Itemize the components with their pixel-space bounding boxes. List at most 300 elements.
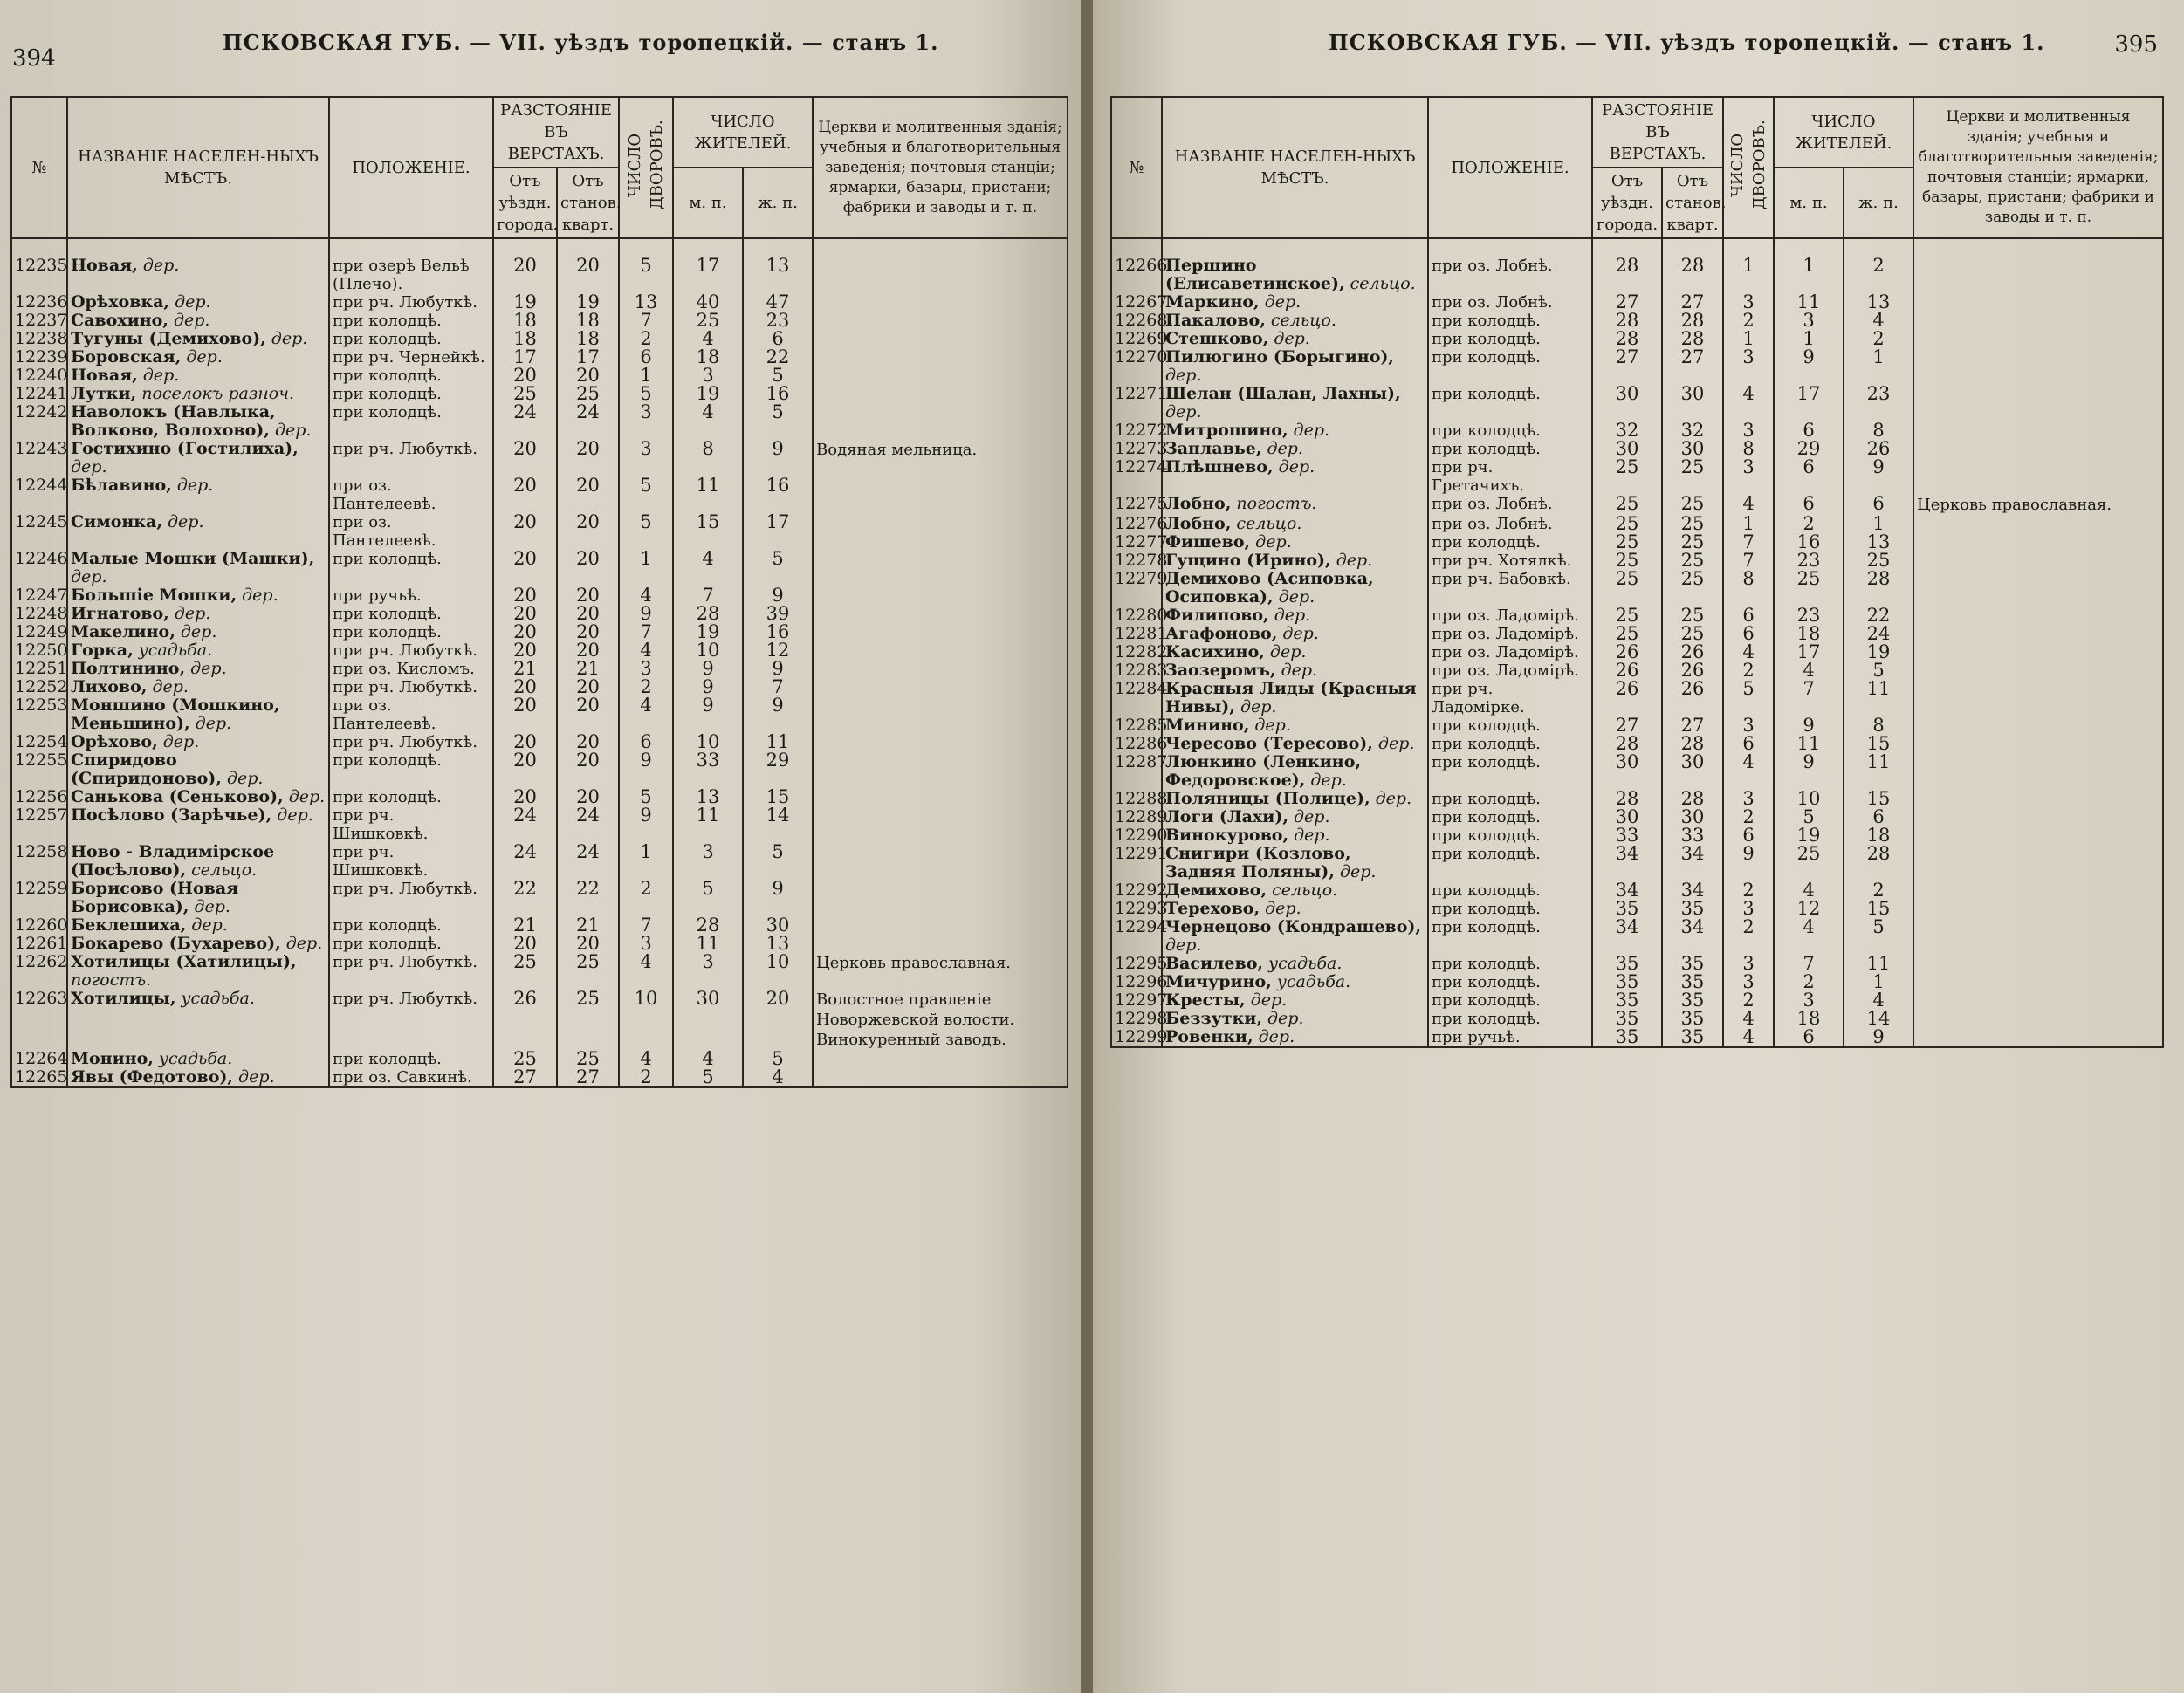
entry-number: 12279: [1111, 570, 1162, 607]
header-number: [11, 97, 67, 238]
remarks: [1913, 973, 2163, 991]
location: при колодцѣ.: [329, 623, 493, 641]
entry-number: 12278: [1111, 552, 1162, 570]
female-count: 2: [1844, 881, 1913, 900]
place-name-text: Беклешиха,: [71, 915, 187, 935]
entry-number: 12298: [1111, 1010, 1162, 1028]
distance-stan: 25: [1662, 607, 1723, 625]
distance-stan: 20: [557, 696, 619, 733]
entry-number: 12283: [1111, 661, 1162, 680]
place-name-text: Василево,: [1165, 954, 1264, 973]
settlement-type: дер.: [195, 714, 232, 733]
place-name: [1162, 440, 1428, 458]
distance-stan: 24: [557, 403, 619, 440]
female-count: 17: [743, 513, 813, 550]
female-count: 22: [1844, 607, 1913, 625]
remarks: [1913, 881, 2163, 900]
distance-town: 35: [1592, 991, 1662, 1010]
place-name: [67, 696, 329, 733]
distance-stan: 25: [557, 990, 619, 1050]
settlement-type: дер.: [238, 1067, 275, 1086]
remarks: [813, 623, 1068, 641]
distance-stan: 24: [557, 843, 619, 880]
distance-stan: 28: [1662, 790, 1723, 808]
settlement-type: дер.: [142, 256, 180, 275]
location: при рч. Любуткѣ.: [329, 293, 493, 312]
distance-stan: 26: [1662, 680, 1723, 716]
place-name-text: Митрошино,: [1165, 421, 1288, 440]
table-row: [11, 733, 1068, 751]
female-count: 5: [1844, 918, 1913, 955]
distance-town: 35: [1592, 900, 1662, 918]
female-count: 25: [1844, 552, 1913, 570]
households-count: 1: [1723, 257, 1774, 293]
female-count: 4: [1844, 991, 1913, 1010]
right-page: [1093, 0, 2184, 1693]
male-count: 7: [673, 586, 743, 605]
remarks: Волостное правленіе Новоржевской волости. Винокуренный заводъ.: [813, 990, 1068, 1050]
distance-stan: 28: [1662, 257, 1723, 293]
settlement-type: дер.: [1294, 826, 1330, 845]
location: при колодцѣ.: [1428, 1010, 1592, 1028]
settlement-type: дер.: [174, 604, 211, 623]
distance-stan: 20: [557, 550, 619, 586]
households-count: 3: [1723, 293, 1774, 312]
distance-stan: 25: [557, 953, 619, 990]
settlement-type: дер.: [1336, 551, 1373, 570]
female-count: 13: [1844, 533, 1913, 552]
table-row: [11, 513, 1068, 550]
place-name-text: Пилюгино (Борыгино),: [1165, 347, 1394, 367]
distance-town: 34: [1592, 845, 1662, 881]
remarks: [1913, 552, 2163, 570]
entry-number: 12275: [1111, 495, 1162, 515]
female-count: 13: [743, 935, 813, 953]
place-name: [1162, 515, 1428, 533]
place-name-text: Мичурино,: [1165, 972, 1272, 991]
spacer-cell: [1723, 238, 1774, 257]
distance-stan: 18: [557, 330, 619, 348]
location: при ручьѣ.: [329, 586, 493, 605]
place-name: [67, 660, 329, 678]
place-name: [1162, 348, 1428, 385]
households-count: 1: [619, 367, 673, 385]
page-number: 394: [12, 45, 56, 72]
distance-stan: 25: [1662, 533, 1723, 552]
location: при колодцѣ.: [1428, 790, 1592, 808]
entry-number: 12267: [1111, 293, 1162, 312]
distance-town: 17: [493, 348, 557, 367]
table-row: [1111, 330, 2163, 348]
households-count: 8: [1723, 570, 1774, 607]
left-page: [0, 0, 1081, 1693]
table-row: [1111, 570, 2163, 607]
settlement-type: дер.: [1294, 807, 1330, 826]
table-row: [1111, 845, 2163, 881]
male-count: 2: [1774, 515, 1844, 533]
place-name: [1162, 918, 1428, 955]
table-row: [11, 806, 1068, 843]
households-count: 3: [619, 403, 673, 440]
entry-number: 12299: [1111, 1028, 1162, 1047]
male-count: 29: [1774, 440, 1844, 458]
register-table: [1110, 96, 2164, 1048]
settlement-type: дер.: [173, 311, 210, 330]
households-count: 5: [619, 257, 673, 293]
header-position-text: ПОЛОЖЕНІЕ.: [352, 158, 470, 177]
place-name-text: Хотилицы,: [71, 989, 176, 1008]
female-count: 19: [1844, 643, 1913, 661]
spacer-cell: [67, 238, 329, 257]
distance-town: 25: [493, 385, 557, 403]
distance-town: 20: [493, 788, 557, 806]
distance-town: 26: [1592, 661, 1662, 680]
place-name-text: Шелан (Шалан, Лахны),: [1165, 384, 1401, 403]
distance-town: 20: [493, 440, 557, 476]
settlement-type: погостъ.: [1236, 494, 1317, 513]
settlement-type: дер.: [162, 732, 200, 751]
distance-stan: 25: [1662, 625, 1723, 643]
place-name: [1162, 330, 1428, 348]
place-name: [67, 403, 329, 440]
spacer-row: [11, 238, 1068, 257]
distance-stan: 21: [557, 660, 619, 678]
entry-number: 12243: [11, 440, 67, 476]
households-count: 3: [1723, 716, 1774, 735]
female-count: 24: [1844, 625, 1913, 643]
distance-stan: 20: [557, 605, 619, 623]
location: при оз. Лобнѣ.: [1428, 515, 1592, 533]
table-row: [1111, 312, 2163, 330]
remarks: [813, 935, 1068, 953]
spacer-cell: [1844, 238, 1913, 257]
distance-stan: 35: [1662, 900, 1723, 918]
remarks: [813, 605, 1068, 623]
distance-town: 24: [493, 403, 557, 440]
distance-stan: 28: [1662, 735, 1723, 753]
location: при оз. Лобнѣ.: [1428, 257, 1592, 293]
settlement-type: дер.: [1377, 734, 1415, 753]
place-name: [1162, 845, 1428, 881]
female-count: 15: [1844, 735, 1913, 753]
male-count: 9: [1774, 348, 1844, 385]
entry-number: 12266: [1111, 257, 1162, 293]
place-name-text: Минино,: [1165, 716, 1250, 735]
female-count: 11: [1844, 680, 1913, 716]
table-row: [11, 953, 1068, 990]
households-count: 7: [1723, 552, 1774, 570]
settlement-type: дер.: [285, 934, 323, 953]
female-count: 9: [743, 660, 813, 678]
entry-number: 12251: [11, 660, 67, 678]
remarks: [813, 660, 1068, 678]
male-count: 19: [1774, 826, 1844, 845]
table-row: [1111, 661, 2163, 680]
entry-number: 12286: [1111, 735, 1162, 753]
book-gutter: [1081, 0, 1093, 1693]
header-households-text: ЧИСЛО ДВОРОВЪ.: [1728, 120, 1768, 209]
table-row: [11, 660, 1068, 678]
distance-town: 20: [493, 550, 557, 586]
households-count: 4: [619, 953, 673, 990]
entry-number: 12294: [1111, 918, 1162, 955]
households-count: 9: [619, 806, 673, 843]
male-count: 25: [1774, 845, 1844, 881]
place-name: [1162, 422, 1428, 440]
remarks: Водяная мельница.: [813, 440, 1068, 476]
place-name-text: Фишево,: [1165, 532, 1251, 552]
female-count: 11: [1844, 753, 1913, 790]
place-name: [67, 367, 329, 385]
distance-stan: 27: [1662, 348, 1723, 385]
place-name: [67, 806, 329, 843]
settlement-type: дер.: [71, 457, 107, 476]
place-name-text: Плѣшнево,: [1165, 457, 1274, 476]
header-position: [1428, 97, 1592, 238]
entry-number: 12295: [1111, 955, 1162, 973]
settlement-type: усадьба.: [138, 641, 213, 660]
entry-number: 12259: [11, 880, 67, 916]
distance-town: 24: [493, 806, 557, 843]
entry-number: 12241: [11, 385, 67, 403]
place-name: [1162, 1010, 1428, 1028]
entry-number: 12288: [1111, 790, 1162, 808]
distance-stan: 20: [557, 623, 619, 641]
spacer-row: [1111, 238, 2163, 257]
female-count: 23: [1844, 385, 1913, 422]
header-place-name-text: НАЗВАНІЕ НАСЕЛЕН-НЫХЪ МѢСТЪ.: [1174, 147, 1416, 188]
header-inhabitants-text: ЧИСЛО ЖИТЕЛЕЙ.: [694, 112, 792, 153]
male-count: 4: [673, 550, 743, 586]
male-count: 25: [1774, 570, 1844, 607]
distance-stan: 25: [1662, 495, 1723, 515]
male-count: 3: [673, 843, 743, 880]
distance-town: 20: [493, 733, 557, 751]
remarks: [1913, 257, 2163, 293]
table-row: [11, 916, 1068, 935]
remarks: [813, 586, 1068, 605]
distance-town: 25: [493, 953, 557, 990]
entry-number: 12240: [11, 367, 67, 385]
location: при колодцѣ.: [1428, 533, 1592, 552]
entry-number: 12242: [11, 403, 67, 440]
households-count: 7: [1723, 533, 1774, 552]
location: при колодцѣ.: [329, 916, 493, 935]
male-count: 16: [1774, 533, 1844, 552]
remarks: [813, 916, 1068, 935]
settlement-type: дер.: [1255, 532, 1292, 552]
remarks: [813, 788, 1068, 806]
female-count: 26: [1844, 440, 1913, 458]
settlement-type: сельцо.: [1272, 881, 1338, 900]
households-count: 1: [1723, 515, 1774, 533]
table-row: [1111, 973, 2163, 991]
place-name-text: Малые Мошки (Машки),: [71, 549, 315, 568]
settlement-type: дер.: [194, 897, 230, 916]
spacer-cell: [1111, 238, 1162, 257]
header-number-text: №: [31, 158, 47, 177]
header-households: [1723, 97, 1774, 238]
distance-town: 24: [493, 843, 557, 880]
distance-town: 28: [1592, 312, 1662, 330]
place-name: [1162, 607, 1428, 625]
place-name: [67, 257, 329, 293]
remarks: [1913, 991, 2163, 1010]
female-count: 5: [743, 367, 813, 385]
header-female: [1844, 168, 1913, 238]
distance-town: 28: [1592, 330, 1662, 348]
male-count: 8: [673, 440, 743, 476]
place-name: [67, 953, 329, 990]
households-count: 6: [1723, 735, 1774, 753]
distance-town: 20: [493, 476, 557, 513]
place-name-text: Заозеромъ,: [1165, 661, 1276, 680]
distance-town: 20: [493, 605, 557, 623]
table-row: [1111, 991, 2163, 1010]
entry-number: 12296: [1111, 973, 1162, 991]
entry-number: 12235: [11, 257, 67, 293]
location: при рч. Любуткѣ.: [329, 990, 493, 1050]
female-count: 8: [1844, 422, 1913, 440]
place-name-text: Ново - Владимірское (Посѣлово),: [71, 842, 275, 880]
place-name: [1162, 1028, 1428, 1047]
remarks: Церковь православная.: [1913, 495, 2163, 515]
female-count: 9: [743, 880, 813, 916]
entry-number: 12297: [1111, 991, 1162, 1010]
entry-number: 12291: [1111, 845, 1162, 881]
place-name: [1162, 570, 1428, 607]
remarks: [813, 476, 1068, 513]
header-dist-stan: [1662, 168, 1727, 238]
distance-stan: 28: [1662, 312, 1723, 330]
remarks: [1913, 680, 2163, 716]
place-name-text: Тугуны (Демихово),: [71, 329, 266, 348]
households-count: 5: [619, 476, 673, 513]
male-count: 9: [673, 678, 743, 696]
settlement-type: дер.: [1274, 606, 1311, 625]
entry-number: 12244: [11, 476, 67, 513]
female-count: 9: [1844, 1028, 1913, 1047]
female-count: 18: [1844, 826, 1913, 845]
location: при колодцѣ.: [329, 788, 493, 806]
location: при колодцѣ.: [329, 330, 493, 348]
female-count: 11: [1844, 955, 1913, 973]
remarks: [813, 403, 1068, 440]
entry-number: 12270: [1111, 348, 1162, 385]
place-name-text: Симонка,: [71, 512, 162, 531]
distance-stan: 20: [557, 367, 619, 385]
remarks: [813, 843, 1068, 880]
entry-number: 12265: [11, 1068, 67, 1087]
female-count: 20: [743, 990, 813, 1050]
households-count: 2: [619, 330, 673, 348]
place-name: [67, 293, 329, 312]
place-name: [1162, 625, 1428, 643]
settlement-type: усадьба.: [1276, 972, 1351, 991]
female-count: 23: [743, 312, 813, 330]
female-count: 11: [743, 733, 813, 751]
header-male-text: м. п.: [689, 194, 727, 212]
settlement-type: погостъ.: [71, 970, 152, 990]
place-name: [67, 330, 329, 348]
entry-number: 12290: [1111, 826, 1162, 845]
location: при колодцѣ.: [1428, 348, 1592, 385]
remarks: [1913, 826, 2163, 845]
male-count: 17: [1774, 385, 1844, 422]
male-count: 11: [673, 806, 743, 843]
distance-town: 26: [493, 990, 557, 1050]
distance-stan: 26: [1662, 661, 1723, 680]
location: при колодцѣ.: [1428, 973, 1592, 991]
entry-number: 12280: [1111, 607, 1162, 625]
distance-town: 25: [1592, 625, 1662, 643]
entry-number: 12276: [1111, 515, 1162, 533]
settlement-type: дер.: [1267, 1009, 1304, 1028]
place-name-text: Полтинино,: [71, 659, 186, 678]
entry-number: 12238: [11, 330, 67, 348]
place-name: [67, 623, 329, 641]
settlement-type: дер.: [1339, 862, 1377, 881]
distance-stan: 25: [1662, 552, 1723, 570]
table-row: [1111, 293, 2163, 312]
place-name: [67, 751, 329, 788]
location: при оз. Ладомірѣ.: [1428, 643, 1592, 661]
header-position-text: ПОЛОЖЕНІЕ.: [1451, 158, 1569, 177]
location: при колодцѣ.: [1428, 881, 1592, 900]
table-row: [11, 440, 1068, 476]
households-count: 2: [1723, 808, 1774, 826]
location: при колодцѣ.: [1428, 385, 1592, 422]
header-dist-town: [493, 168, 557, 238]
place-name: [1162, 973, 1428, 991]
female-count: 5: [743, 843, 813, 880]
location: при колодцѣ.: [329, 935, 493, 953]
distance-town: 26: [1592, 643, 1662, 661]
place-name-text: Хотилицы (Хатилицы),: [71, 952, 297, 971]
male-count: 4: [1774, 661, 1844, 680]
distance-stan: 27: [557, 1068, 619, 1087]
settlement-type: дер.: [1269, 642, 1307, 661]
remarks: [813, 806, 1068, 843]
remarks: [1913, 458, 2163, 495]
settlement-type: поселокъ разноч.: [141, 384, 295, 403]
settlement-type: дер.: [1254, 716, 1291, 735]
place-name-text: Красныя Лиды (Красныя Нивы),: [1165, 679, 1417, 716]
remarks: [813, 330, 1068, 348]
male-count: 9: [673, 696, 743, 733]
entry-number: 12264: [11, 1050, 67, 1068]
distance-town: 20: [493, 935, 557, 953]
settlement-type: дер.: [152, 677, 189, 696]
location: при колодцѣ.: [1428, 440, 1592, 458]
place-name: [1162, 753, 1428, 790]
distance-town: 35: [1592, 1010, 1662, 1028]
male-count: 15: [673, 513, 743, 550]
place-name-text: Агафоново,: [1165, 624, 1278, 643]
place-name: [1162, 808, 1428, 826]
entry-number: 12261: [11, 935, 67, 953]
male-count: 17: [1774, 643, 1844, 661]
remarks: [1913, 440, 2163, 458]
location: при колодцѣ.: [329, 367, 493, 385]
male-count: 9: [1774, 716, 1844, 735]
table-row: [11, 330, 1068, 348]
table-row: [11, 880, 1068, 916]
male-count: 40: [673, 293, 743, 312]
location: при рч. Шишковкѣ.: [329, 806, 493, 843]
distance-town: 30: [1592, 753, 1662, 790]
location: при оз. Савкинѣ.: [329, 1068, 493, 1087]
